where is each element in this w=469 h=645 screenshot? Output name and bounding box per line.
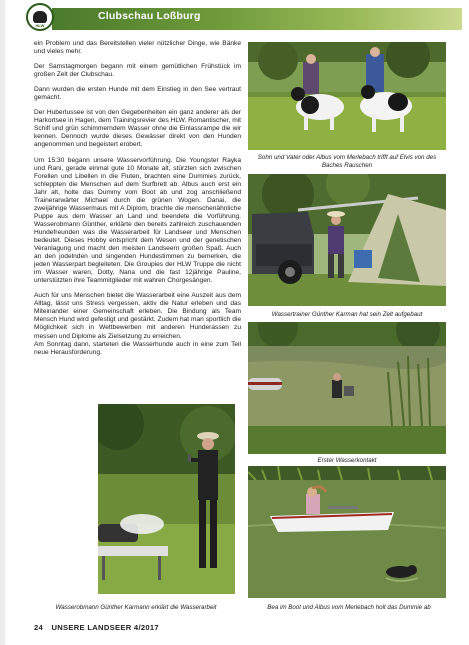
page-edge <box>0 0 5 645</box>
photo-caption: Bea im Boot und Albus vom Merlebach holt das Dummie ab <box>267 604 431 611</box>
paragraph: Um 15:30 begann unsere Wasservorführung. Die Youngster Rayka und Rani, gerade einmal gute 10 Monate alt, stürzten sich zwischen Forellen und Libellen in die Fluten, brachten eine Dummies zurück, schleppten die Menschen auf dem Surfbrett ab. Albus auch erst ein Jahr alt, holte das Dummy vom Boot ab und zog anschließend Trainerarwärter Michael durch die grünen Wogen. Danai, die zweijährige Wassermaus mit A Diplom, brachte die menschenähnliche Puppe aus dem Wasser an Land und beendete die Vorführung. Wasserobmann Günther, erklärte den bereits zahlreich zuschauenden Hundefreunden was die Wasserarbeit für Landseer und Menschen bedeutet. Dieses Hobby entspricht dem Wesen und der genetischen Veranlagung und macht den meisten Landseern großen Spaß. Auch an den jodelnden und singenden Hundestimmen zu bemerken, die jeden Wasserpart begleiteten. Die Groupies der HLW Truppe die nicht im Wasser waren, Dotty, Nana und die fast 12jährige Pauline, unterstützten ihre Teammitglieder mit wahren Chorgesängen. <box>34 156 241 285</box>
club-logo <box>26 3 54 31</box>
photo-trainer-explaining-image <box>98 404 235 594</box>
article-text <box>34 40 241 364</box>
paragraph: Der Samstagmorgen begann mit einem gemütlichen Frühstück im großen Zelt der Clubschau. <box>34 63 241 79</box>
photo-tent-car-image <box>248 174 446 306</box>
photo-caption: Wassertrainer Günther Karman hat sein Zelt aufgebaut <box>271 311 423 318</box>
photo-lake-image <box>248 322 446 454</box>
photo-dogs-owners <box>248 42 446 150</box>
photo-lake <box>248 322 446 454</box>
photo-caption: Sohn und Vater oder Albus vom Merlebach trifft auf Elvis von des Baches Rauschen <box>257 154 437 169</box>
page-number: 24 <box>34 623 44 632</box>
paragraph: Dann wurden die ersten Hunde mit dem Einstieg in den See vertraut gemacht. <box>34 86 241 102</box>
photo-caption: Wasserobmann Günther Karmann erklärt die Wasserarbeit <box>55 604 217 611</box>
photo-trainer-explaining <box>98 404 235 594</box>
photo-dogs-owners-image <box>248 42 446 150</box>
issue-number: 4/2017 <box>133 623 159 632</box>
paragraph: Auch für uns Menschen bietet die Wasserarbeit eine Auszeit aus dem Alltag, lässt uns Stress vergessen, aktiv die Natur erleben und das Miteinander einer Gemeinschaft erleben. Die Bindung als Team Mensch Hund wird gefestigt und gestärkt. Zudem hat man sportlich die Möglichkeit sich in Wettbewerben mit anderen Hunderassen zu messen und Diplome als Zielsetzung zu erreichen. <box>34 292 241 340</box>
logo-text: HLW <box>35 23 45 28</box>
photo-boat-dog-image <box>248 466 446 598</box>
page-footer <box>34 623 159 632</box>
paragraph: Der Hubertussee ist von den Gegebenheiten ein ganz anderer als der Harkortsee in Hagen, dem Trainingsrevier des HLW. Romantischer, mit Schilf und grün schimmerndem Wasser ohne die Einlassrampe die wir kennen. Dennoch wurde dieses Gewässer direkt von den Hunden angenommen und begeistert erobert. <box>34 109 241 149</box>
photo-caption: Erster Wasserkontakt <box>317 457 377 464</box>
dog-head-icon <box>33 11 47 23</box>
paragraph: ein Problem und das Bereitstellen vieler nützlicher Dinge, wie Bänke und vieles mehr. <box>34 40 241 56</box>
photo-boat-dog <box>248 466 446 598</box>
photo-tent-car <box>248 174 446 306</box>
magazine-name: UNSERE LANDSEER <box>51 623 132 632</box>
paragraph: Am Sonntag dann, starteten die Wasserhunde auch in eine zum Teil neue Herausforderung. <box>34 340 241 356</box>
section-title: Clubschau Loßburg <box>98 10 201 22</box>
